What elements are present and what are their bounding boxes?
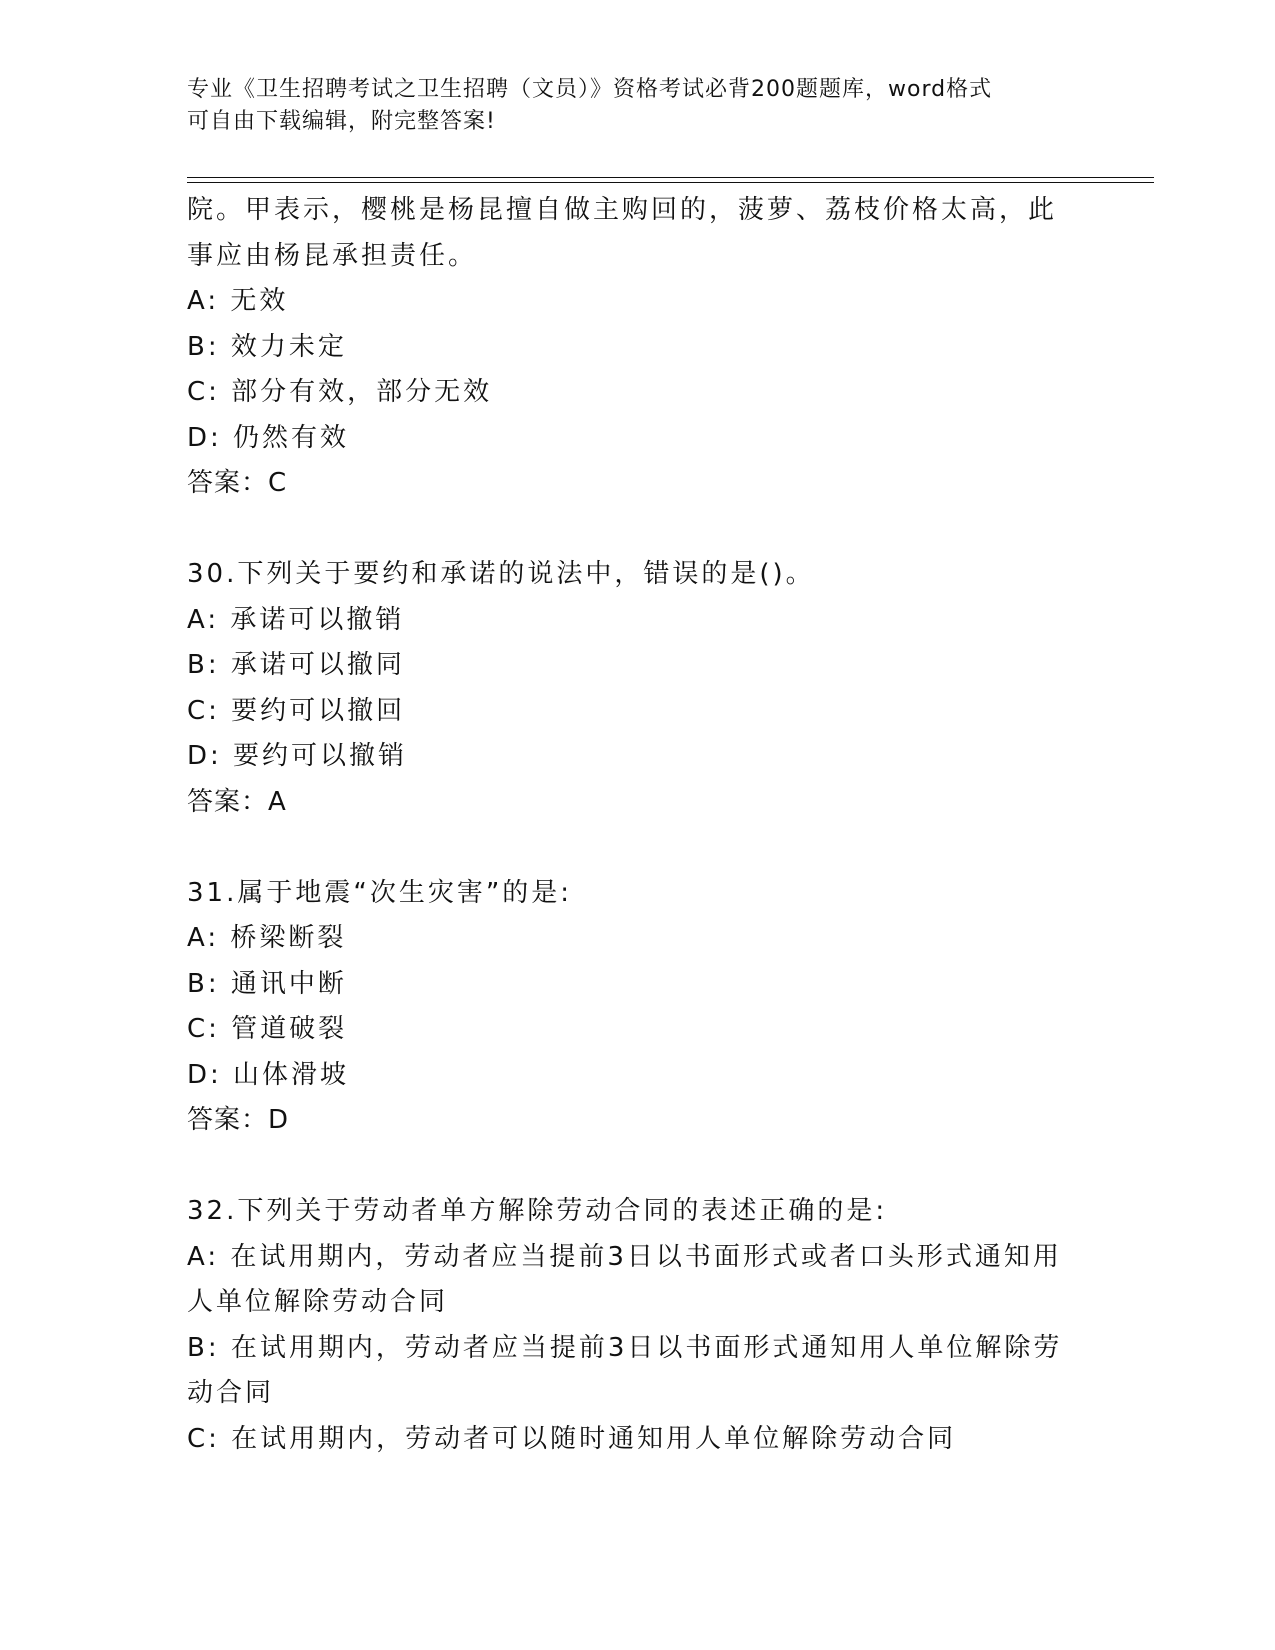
question-31 <box>187 871 1107 1144</box>
answer: 答案：D <box>187 1105 290 1135</box>
option-a: A: 无效 <box>187 286 289 316</box>
question-stem: 30.下列关于要约和承诺的说法中，错误的是()。 <box>187 559 815 589</box>
option-a: A: 承诺可以撤销 <box>187 604 405 635</box>
spacer <box>187 1144 1107 1190</box>
spacer <box>187 507 1107 553</box>
question-stem: 32.下列关于劳动者单方解除劳动合同的表述正确的是: <box>187 1196 888 1226</box>
option-b: B: 效力未定 <box>187 331 347 362</box>
question-30 <box>187 552 1107 825</box>
question-continued <box>187 188 1107 507</box>
question-32 <box>187 1189 1107 1462</box>
option-a: A: 桥梁断裂 <box>187 923 347 953</box>
header-line-2: 可自由下载编辑，附完整答案! <box>187 109 496 134</box>
option-b: B: 通讯中断 <box>187 968 347 999</box>
header-line-1: 专业《卫生招聘考试之卫生招聘（文员）》资格考试必背200题题库，word格式 <box>187 77 993 102</box>
question-text-line: 事应由杨昆承担责任。 <box>187 240 478 271</box>
option-b: B: 承诺可以撤同 <box>187 650 405 680</box>
question-list <box>187 188 1107 1462</box>
option-c: C: 在试用期内，劳动者可以随时通知用人单位解除劳动合同 <box>187 1423 957 1454</box>
option-a: A: 在试用期内，劳动者应当提前3日以书面形式或者口头形式通知用 <box>187 1241 1062 1272</box>
option-c: C: 部分有效，部分无效 <box>187 377 493 407</box>
document-header <box>187 74 1087 138</box>
spacer <box>187 825 1107 871</box>
answer: 答案：A <box>187 786 287 817</box>
question-stem: 31.属于地震“次生灾害”的是: <box>187 877 573 908</box>
header-divider-double <box>187 182 1154 183</box>
option-d: D: 仍然有效 <box>187 422 350 453</box>
option-a-continued: 人单位解除劳动合同 <box>187 1287 449 1317</box>
option-c: C: 管道破裂 <box>187 1014 348 1044</box>
option-c: C: 要约可以撤回 <box>187 695 406 726</box>
header-divider <box>187 177 1154 178</box>
option-d: D: 山体滑坡 <box>187 1059 350 1090</box>
option-d: D: 要约可以撤销 <box>187 741 408 771</box>
option-b-continued: 动合同 <box>187 1378 275 1408</box>
option-b: B: 在试用期内，劳动者应当提前3日以书面形式通知用人单位解除劳 <box>187 1332 1063 1363</box>
answer: 答案：C <box>187 468 288 498</box>
question-text-line: 院。甲表示，樱桃是杨昆擅自做主购回的，菠萝、荔枝价格太高，此 <box>187 195 1058 225</box>
